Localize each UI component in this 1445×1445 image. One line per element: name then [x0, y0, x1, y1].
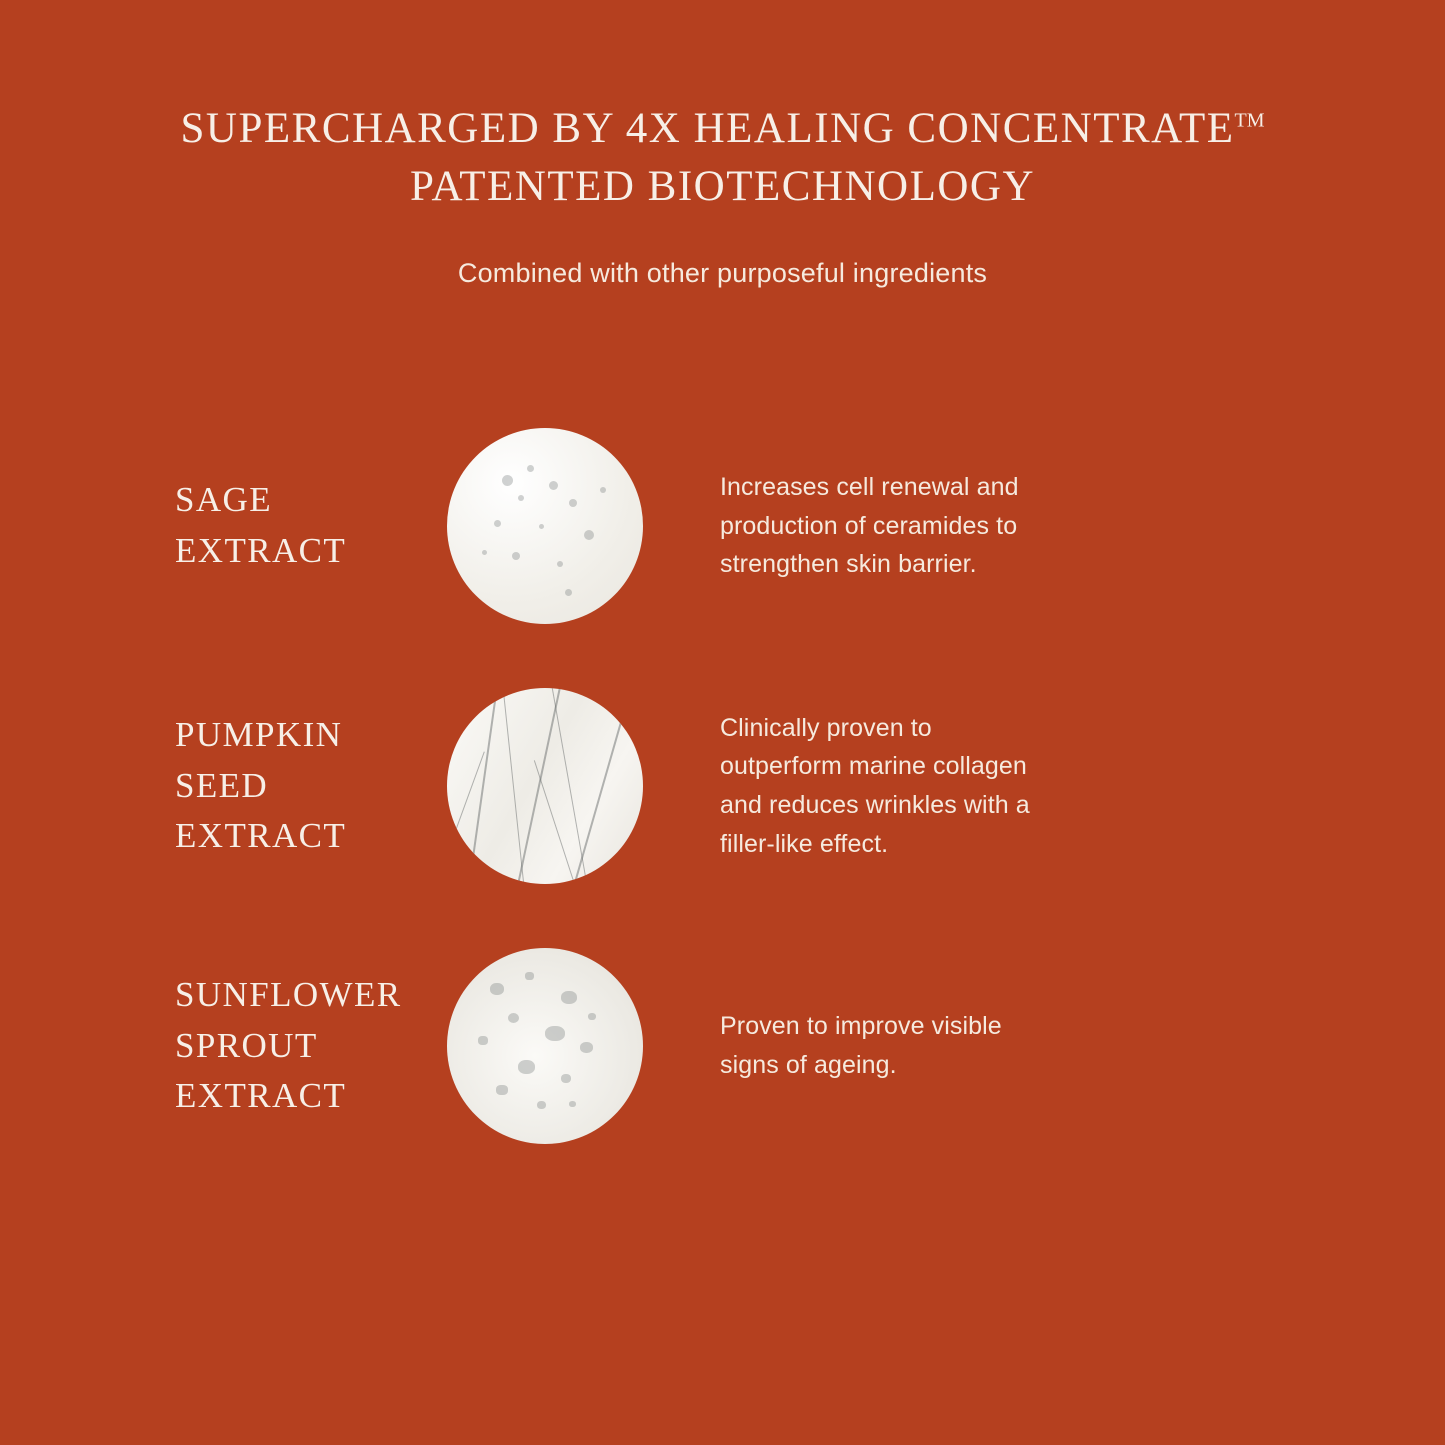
list-item — [0, 401, 1445, 651]
ingredient-list — [0, 401, 1445, 1171]
ingredient-swatch-cell — [430, 428, 660, 624]
ingredient-swatch-cell — [430, 948, 660, 1144]
page-title — [133, 100, 1313, 216]
ingredient-description: Increases cell renewal and production of ceramides to strengthen skin barrier. — [720, 472, 1019, 579]
trademark-symbol: TM — [1234, 109, 1265, 132]
ingredient-description: Clinically proven to outperform marine collagen and reduces wrinkles with a filler-like effect. — [720, 713, 1030, 858]
header — [0, 0, 1445, 289]
ingredient-swatch-cell — [430, 688, 660, 884]
headline-line-1: SUPERCHARGED BY 4X HEALING CONCENTRATE — [180, 105, 1235, 152]
texture-swatch-streaks-icon — [447, 688, 643, 884]
ingredient-name: PUMPKIN SEED EXTRACT — [175, 714, 347, 856]
ingredient-name: SAGE EXTRACT — [175, 480, 347, 571]
ingredient-name-cell — [0, 710, 430, 862]
ingredient-name: SUNFLOWER SPROUT EXTRACT — [175, 974, 402, 1116]
ingredient-description: Proven to improve visible signs of ageing. — [720, 1012, 1002, 1080]
list-item — [0, 661, 1445, 911]
ingredient-name-cell — [0, 970, 430, 1122]
ingredient-description-cell — [660, 468, 1445, 584]
ingredient-description-cell — [660, 1007, 1445, 1085]
ingredient-name-cell — [0, 475, 430, 577]
ingredient-description-cell — [660, 709, 1445, 864]
texture-swatch-grains-icon — [447, 948, 643, 1144]
headline-line-2: PATENTED BIOTECHNOLOGY — [409, 163, 1036, 211]
page-subtitle: Combined with other purposeful ingredients — [457, 258, 988, 289]
texture-swatch-bubbles-icon — [447, 428, 643, 624]
list-item — [0, 921, 1445, 1171]
